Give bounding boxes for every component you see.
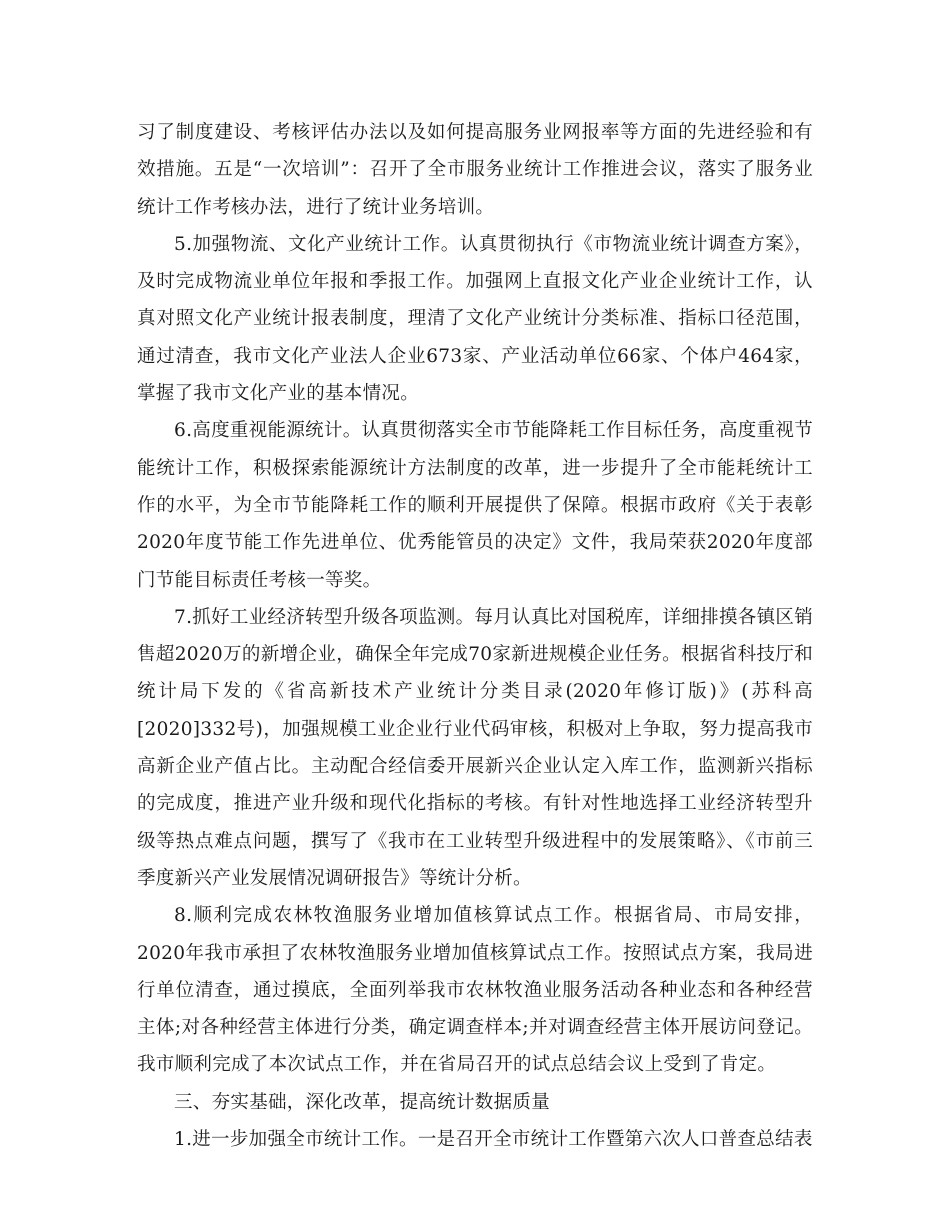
paragraph-agriculture-pilot: 8.顺利完成农林牧渔服务业增加值核算试点工作。根据省局、市局安排，2020年我市承担了农林牧渔服务业增加值核算试点工作。按照试点方案，我局进行单位清查，通过摸底，全面列举我市农林牧渔业服务活动各种业态和各种经营主体;对各种经营主体进行分类，确定调查样本;并对调查经营主体开展访问登记。我市顺利完成了本次试点工作，并在省局召开的试点总结会议上受到了肯定。 [137, 905, 813, 1076]
paragraph-continuation: 习了制度建设、考核评估办法以及如何提高服务业网报率等方面的先进经验和有效措施。五是“一次培训”：召开了全市服务业统计工作推进会议，落实了服务业统计工作考核办法，进行了统计业务培训。 [137, 122, 813, 218]
section-heading: 三、夯实基础，深化改革，提高统计数据质量 [174, 1091, 551, 1113]
document-page [137, 114, 813, 1158]
paragraph-logistics-culture: 5.加强物流、文化产业统计工作。认真贯彻执行《市物流业统计调查方案》，及时完成物流业单位年报和季报工作。加强网上直报文化产业企业统计工作，认真对照文化产业统计报表制度，理清了文化产业统计分类标准、指标口径范围，通过清查，我市文化产业法人企业673家、产业活动单位66家、个体户464家，掌握了我市文化产业的基本情况。 [137, 233, 813, 405]
paragraph-industrial-monitoring: 7.抓好工业经济转型升级各项监测。每月认真比对国税库，详细排摸各镇区销售超2020万的新增企业，确保全年完成70家新进规模企业任务。根据省科技厅和统计局下发的《省高新技术产业统计分类目录(2020年修订版)》(苏科高[2020]332号)，加强规模工业企业行业代码审核，积极对上争取，努力提高我市高新企业产值占比。主动配合经信委开展新兴企业认定入库工作，监测新兴指标的完成度，推进产业升级和现代化指标的考核。有针对性地选择工业经济转型升级等热点难点问题，撰写了《我市在工业转型升级进程中的发展策略》、《市前三季度新兴产业发展情况调研报告》等统计分析。 [137, 606, 813, 889]
paragraph-energy-statistics: 6.高度重视能源统计。认真贯彻落实全市节能降耗工作目标任务，高度重视节能统计工作，积极探索能源统计方法制度的改革，进一步提升了全市能耗统计工作的水平，为全市节能降耗工作的顺利开展提供了保障。根据市政府《关于表彰2020年度节能工作先进单位、优秀能管员的决定》文件，我局荣获2020年度部门节能目标责任考核一等奖。 [137, 420, 813, 591]
paragraph-statistics-work: 1.进一步加强全市统计工作。一是召开全市统计工作暨第六次人口普查总结表 [174, 1129, 813, 1151]
